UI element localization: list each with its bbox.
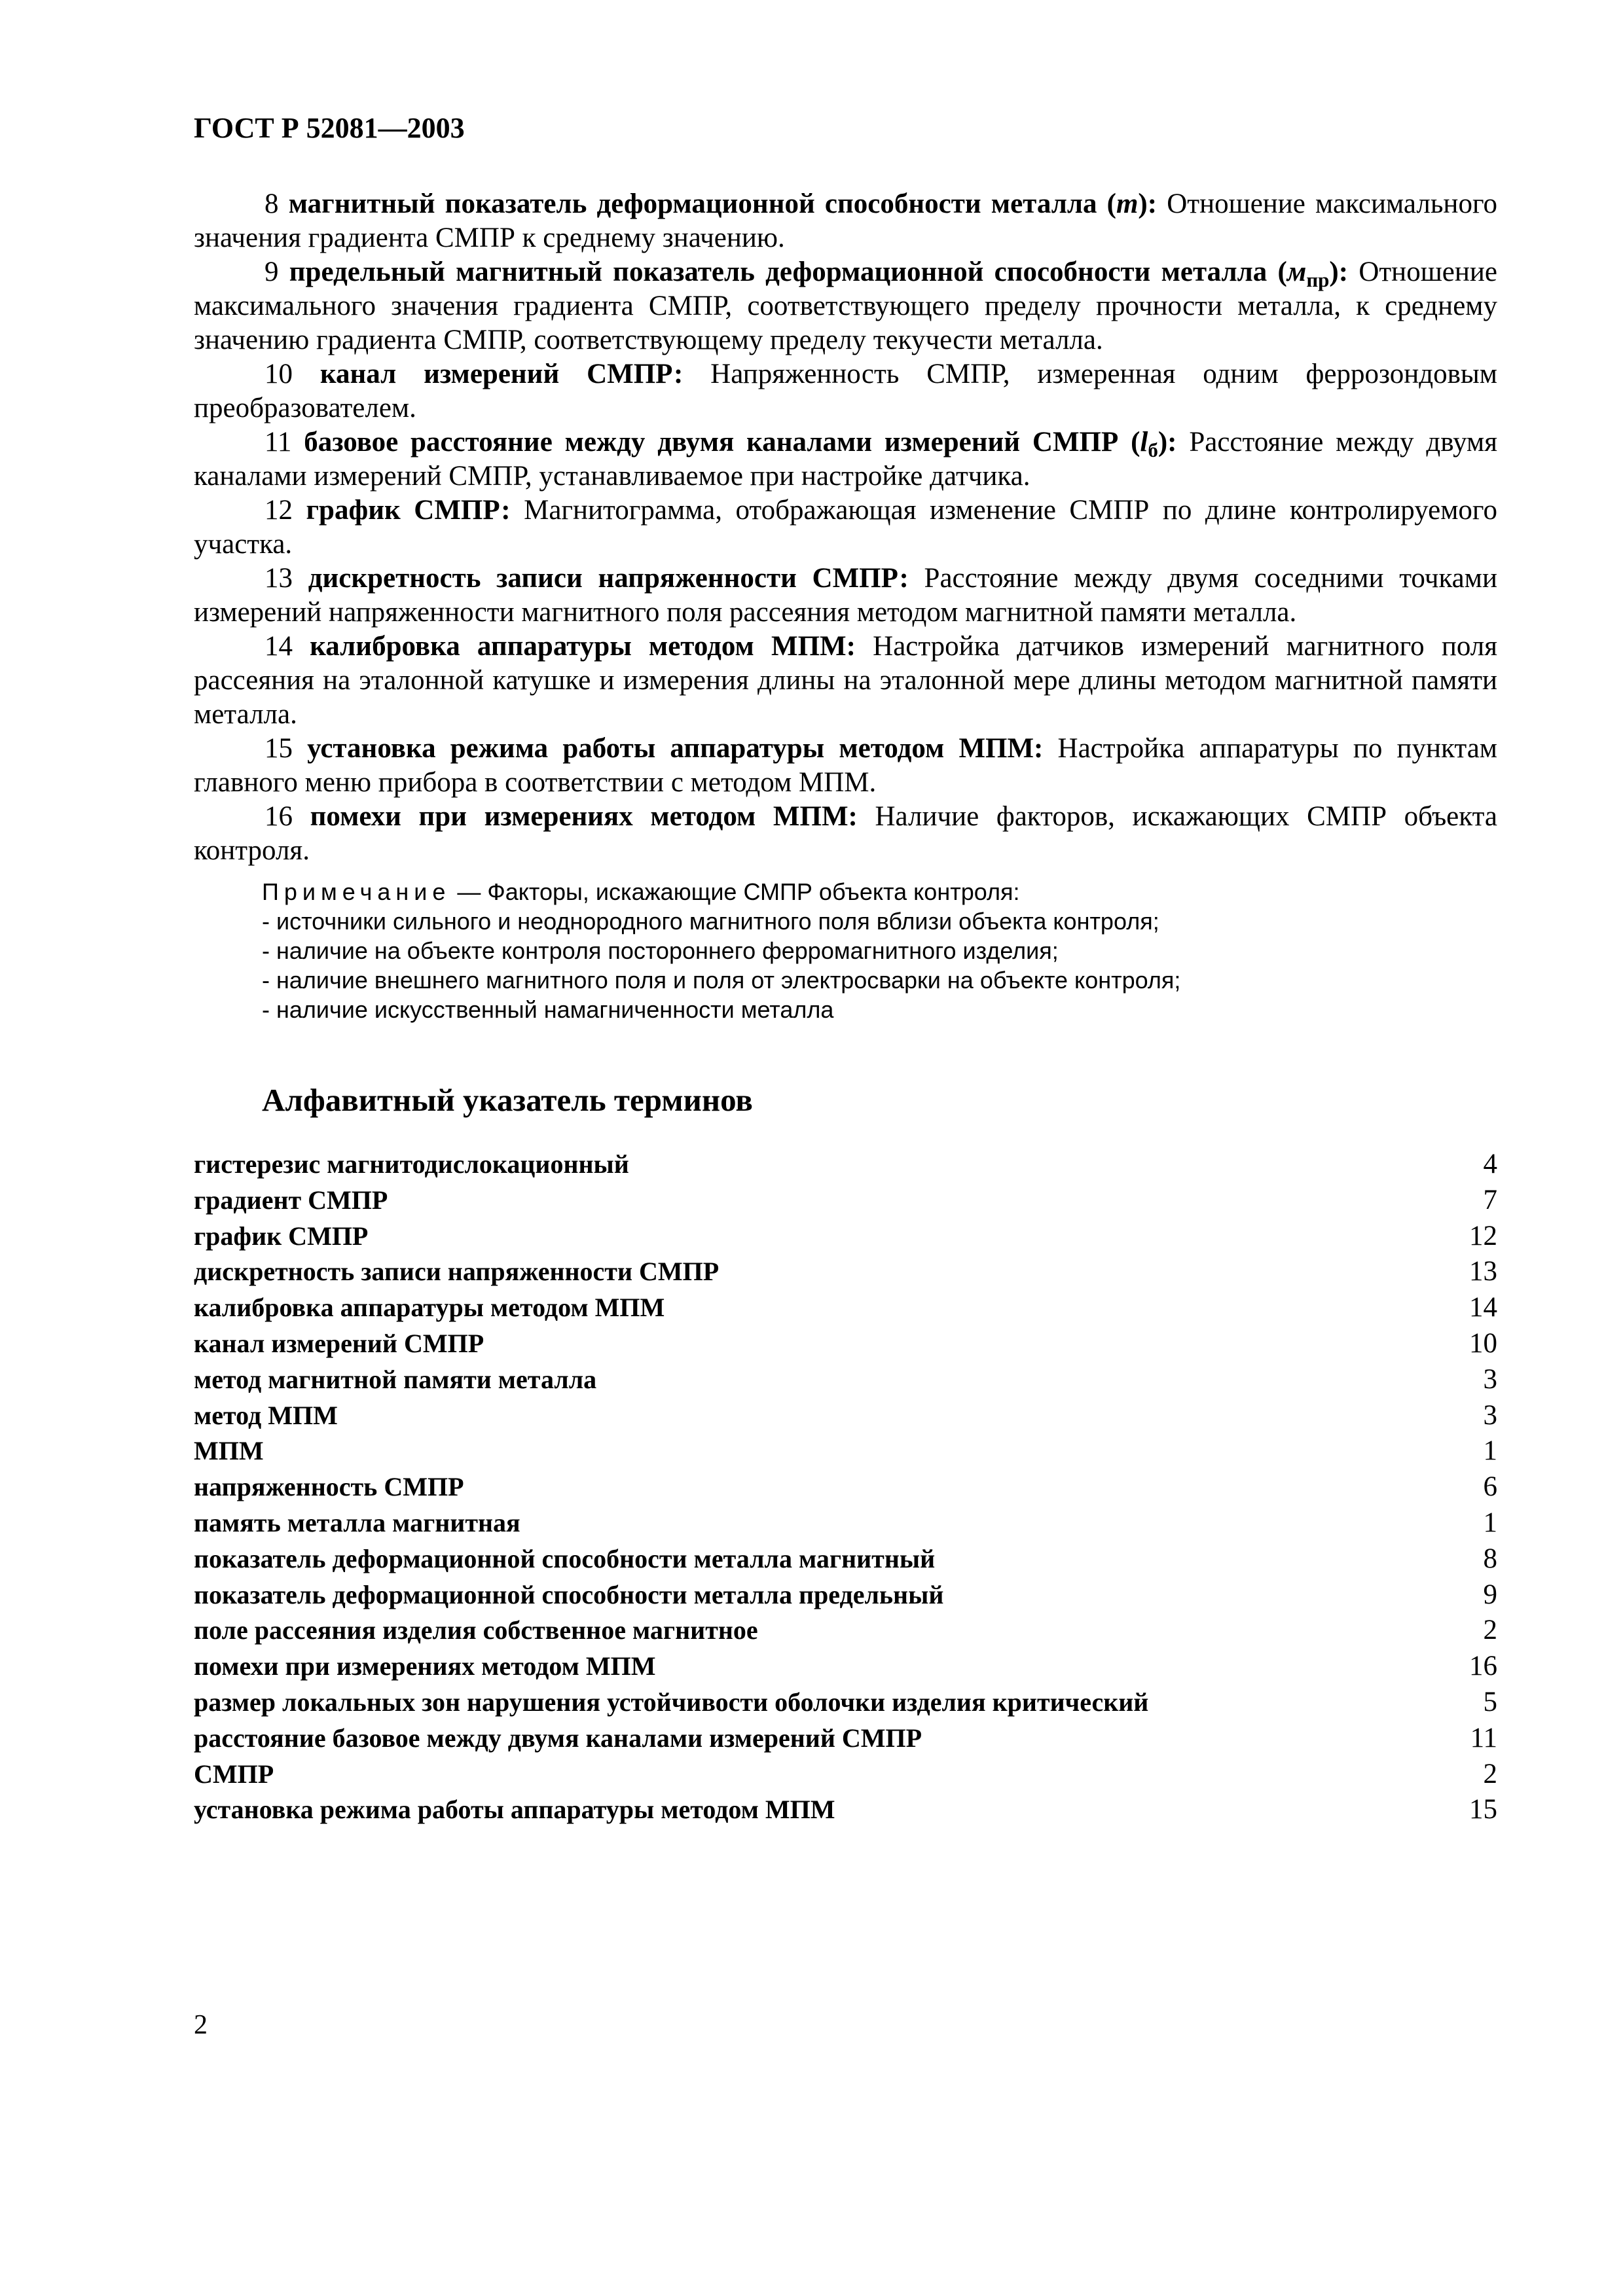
term-14 — [194, 630, 1497, 732]
term-symbol-subscript: пр — [1306, 268, 1330, 291]
index-ref: 12 — [1469, 1220, 1497, 1251]
term-name: установка режима работы аппаратуры методом МПМ: — [307, 733, 1044, 764]
note-label: Примечание — [262, 878, 451, 905]
index-ref: 1 — [1483, 1507, 1497, 1538]
index-ref: 3 — [1483, 1363, 1497, 1395]
term-15 — [194, 732, 1497, 800]
term-definition: Напряженность СМПР, измеренная одним феррозондовым преобразователем. — [194, 359, 1497, 423]
index-ref: 2 — [1483, 1615, 1497, 1646]
term-name: калибровка аппаратуры методом МПМ: — [310, 631, 856, 662]
note-item: - источники сильного и неоднородного магнитного поля вблизи объекта контроля; — [262, 908, 1159, 935]
term-13 — [194, 562, 1497, 630]
index-term: гистерезис магнитодислокационный — [194, 1149, 629, 1179]
term-definition: Отношение максимального значения градиента СМПР к среднему значению. — [194, 188, 1498, 253]
note-block — [262, 877, 1497, 1024]
index-term: напряженность СМПР — [194, 1472, 464, 1502]
note-title — [262, 877, 1497, 906]
index-term: установка режима работы аппаратуры методом МПМ — [194, 1795, 835, 1825]
index-entry — [194, 1649, 1497, 1685]
term-number: 13 — [264, 563, 293, 594]
term-number: 8 — [264, 188, 279, 219]
note-text: — Факторы, искажающие СМПР объекта контроля: — [450, 878, 1020, 905]
index-entry — [194, 1147, 1497, 1183]
index-term: показатель деформационной способности металла предельный — [194, 1579, 944, 1609]
term-name: дискретность записи напряженности СМПР: — [308, 563, 909, 594]
term-number: 15 — [264, 733, 293, 764]
index-entry — [194, 1183, 1497, 1219]
note-item: - наличие внешнего магнитного поля и поля от электросварки на объекте контроля; — [262, 967, 1181, 994]
index-entry — [194, 1757, 1497, 1793]
index-ref: 11 — [1470, 1722, 1497, 1753]
term-name: предельный магнитный показатель деформационной способности металла ( — [289, 257, 1287, 287]
index-ref: 5 — [1483, 1686, 1497, 1717]
index-term: СМПР — [194, 1759, 274, 1789]
term-9: 9 предельный магнитный показатель деформационной способности металла $(м_{пр})$: Отношение максимального значения градиента СМПР, соответствующего пределу прочности металла, к среднему значению градиента СМПР, соответствующему пределу текучести металла. — [194, 257, 1497, 355]
terms-list — [194, 187, 1497, 868]
index-ref: 10 — [1469, 1327, 1497, 1359]
note-item: - наличие искусственный намагниченности металла — [262, 996, 834, 1023]
index-term: память металла магнитная — [194, 1507, 520, 1537]
index-term: показатель деформационной способности металла магнитный — [194, 1543, 936, 1573]
term-number: 12 — [264, 495, 293, 526]
term-number: 14 — [264, 631, 293, 662]
index-term: градиент СМПР — [194, 1185, 388, 1215]
index-term: канал измерений СМПР — [194, 1328, 484, 1358]
index-entry — [194, 1541, 1497, 1577]
index-entry — [194, 1433, 1497, 1469]
index-ref: 9 — [1483, 1579, 1497, 1610]
term-symbol-subscript: б — [1148, 439, 1158, 461]
index-entry — [194, 1721, 1497, 1757]
term-number: 10 — [264, 359, 293, 389]
term-definition: Расстояние между двумя каналами измерений СМПР, устанавливаемое при настройке датчика. — [194, 427, 1497, 492]
index-ref: 7 — [1483, 1184, 1497, 1215]
note-item: - наличие на объекте контроля постороннего ферромагнитного изделия; — [262, 937, 1059, 964]
term-12 — [194, 493, 1497, 562]
index-term: размер локальных зон нарушения устойчивости оболочки изделия критический — [194, 1687, 1149, 1717]
index-term: метод магнитной памяти металла — [194, 1364, 597, 1394]
term-name: канал измерений СМПР: — [319, 359, 684, 389]
term-definition: Наличие факторов, искажающих СМПР объекта контроля. — [194, 801, 1497, 866]
index-entry — [194, 1613, 1497, 1649]
term-11: 11 базовое расстояние между двумя каналами измерений СМПР $(l_б)$: Расстояние между двумя каналами измерений СМПР, устанавливаемое при настройке датчика. — [194, 427, 1497, 492]
term-name: график СМПР: — [306, 495, 511, 526]
index-ref: 8 — [1483, 1543, 1497, 1574]
index-entry — [194, 1398, 1497, 1434]
term-name: базовое расстояние между двумя каналами измерений СМПР ( — [304, 427, 1140, 457]
term-symbol: m — [1116, 188, 1139, 219]
index-list — [194, 1147, 1497, 1828]
index-ref: 1 — [1483, 1435, 1497, 1467]
term-definition: Настройка датчиков измерений магнитного поля рассеяния на эталонной катушке и измерения длины на эталонной мере длины методом магнитной памяти металла. — [194, 631, 1498, 730]
term-10 — [194, 357, 1497, 425]
document-header: ГОСТ Р 52081—2003 — [194, 112, 465, 144]
index-entry — [194, 1577, 1497, 1613]
term-number: 11 — [264, 427, 292, 457]
index-ref: 16 — [1469, 1651, 1497, 1682]
term-definition: Настройка аппаратуры по пунктам главного меню прибора в соответствии с методом МПМ. — [194, 733, 1497, 798]
index-term: график СМПР — [194, 1221, 369, 1251]
term-symbol: l — [1140, 427, 1148, 457]
index-entry — [194, 1792, 1497, 1828]
index-entry — [194, 1362, 1497, 1398]
index-entry — [194, 1326, 1497, 1362]
index-term: поле рассеяния изделия собственное магнитное — [194, 1615, 758, 1645]
index-term: расстояние базовое между двумя каналами измерений СМПР — [194, 1723, 922, 1753]
index-entry — [194, 1219, 1497, 1255]
index-entry — [194, 1469, 1497, 1505]
index-term: калибровка аппаратуры методом МПМ — [194, 1293, 665, 1323]
index-ref: 14 — [1469, 1292, 1497, 1323]
term-definition: Расстояние между двумя соседними точками измерений напряженности магнитного поля рассеяния методом магнитной памяти металла. — [194, 563, 1497, 628]
term-name: магнитный показатель деформационной способности металла ( — [288, 188, 1116, 219]
term-symbol: м — [1286, 257, 1307, 287]
term-16 — [194, 800, 1497, 868]
index-term: дискретность записи напряженности СМПР — [194, 1257, 720, 1287]
index-term: метод МПМ — [194, 1400, 338, 1430]
index-ref: 2 — [1483, 1758, 1497, 1789]
index-entry — [194, 1290, 1497, 1326]
term-number: 16 — [264, 801, 293, 832]
term-definition: Магнитограмма, отображающая изменение СМПР по длине контролируемого участка. — [194, 495, 1497, 560]
index-ref: 3 — [1483, 1399, 1497, 1431]
term-number: 9 — [264, 257, 279, 287]
term-definition: Отношение максимального значения градиента СМПР, соответствующего пределу прочности металла, к среднему значению градиента СМПР, соответствующему пределу текучести металла. — [194, 257, 1497, 355]
index-ref: 15 — [1469, 1794, 1497, 1825]
index-term: помехи при измерениях методом МПМ — [194, 1651, 656, 1681]
index-ref: 4 — [1483, 1149, 1497, 1179]
index-ref: 6 — [1483, 1471, 1497, 1503]
index-entry — [194, 1254, 1497, 1290]
page-number: 2 — [194, 2010, 208, 2040]
index-term: МПМ — [194, 1436, 264, 1466]
index-entry — [194, 1685, 1497, 1721]
index-ref: 13 — [1469, 1256, 1497, 1287]
term-8: 8 магнитный показатель деформационной способности металла (m): Отношение максимального значения градиента СМПР к среднему значению. — [194, 188, 1498, 253]
index-title: Алфавитный указатель терминов — [262, 1082, 753, 1118]
index-entry — [194, 1505, 1497, 1541]
term-name: помехи при измерениях методом МПМ: — [310, 801, 858, 832]
